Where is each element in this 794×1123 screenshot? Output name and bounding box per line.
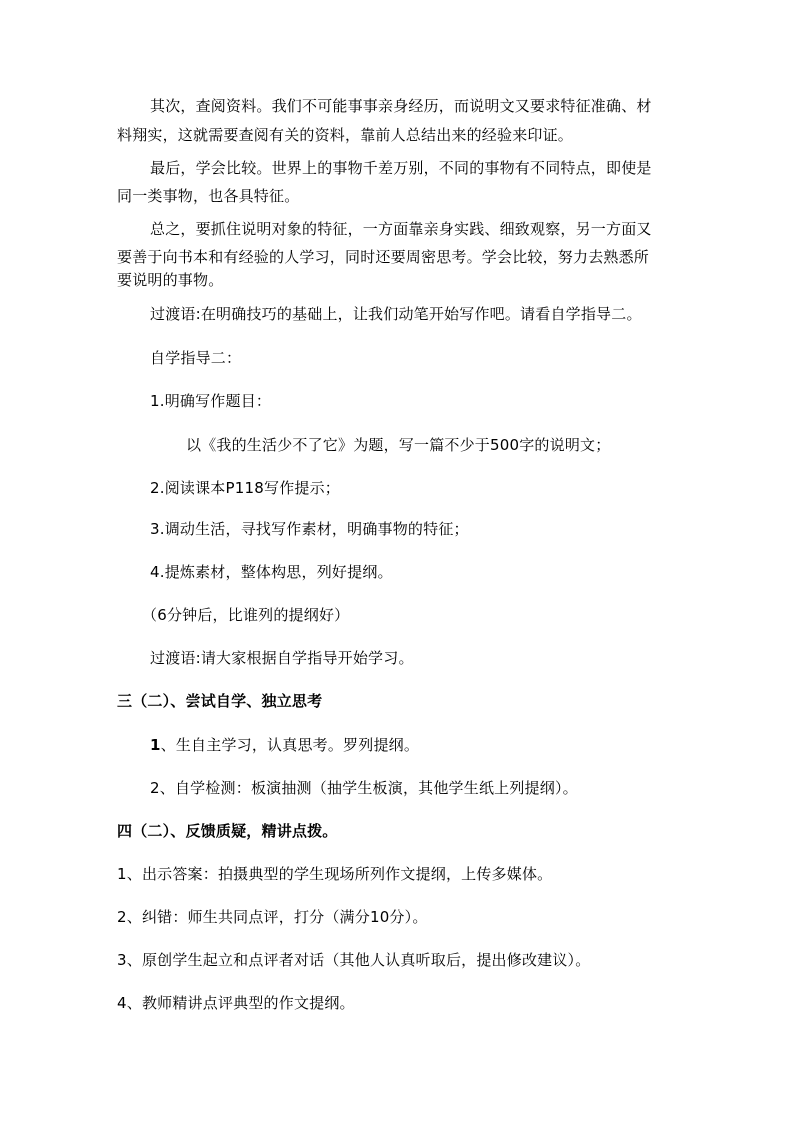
transition-text: 过渡语:请大家根据自学指导开始学习。	[150, 649, 414, 667]
item-number: 1	[150, 736, 161, 754]
section-heading: 三（二）、尝试自学、独立思考	[117, 692, 323, 710]
paragraph-line: 最后，学会比较。世界上的事物千差万别，不同的事物有不同特点，即使是	[150, 159, 652, 177]
guide-item: 2.阅读课本P118写作提示；	[150, 479, 340, 497]
list-item: 2、自学检测：板演抽测（抽学生板演，其他学生纸上列提纲）。	[150, 779, 578, 797]
list-item	[150, 735, 419, 755]
list-item: 1、出示答案：拍摄典型的学生现场所列作文提纲，上传多媒体。	[117, 865, 553, 883]
guide-item: 4.提炼素材，整体构思，列好提纲。	[150, 563, 393, 581]
transition-text: 过渡语:在明确技巧的基础上，让我们动笔开始写作吧。请看自学指导二。	[150, 305, 642, 323]
section-heading: 四（二）、反馈质疑，精讲点拨。	[117, 822, 338, 840]
paragraph-line: 要善于向书本和有经验的人学习，同时还要周密思考。学会比较，努力去熟悉所	[117, 248, 650, 266]
paragraph-line: 同一类事物，也各具特征。	[117, 187, 300, 205]
paragraph-line: 其次，查阅资料。我们不可能事事亲身经历，而说明文又要求特征准确、材	[150, 97, 652, 115]
list-item: 3、原创学生起立和点评者对话（其他人认真听取后，提出修改建议）。	[117, 951, 591, 969]
paragraph-line: 要说明的事物。	[117, 271, 224, 289]
guide-item-detail: 以《我的生活少不了它》为题，写一篇不少于500字的说明文；	[186, 436, 611, 454]
guide-item: 3.调动生活，寻找写作素材，明确事物的特征；	[150, 520, 469, 538]
guide-item: 1.明确写作题目：	[150, 392, 272, 410]
paragraph-line: 料翔实，这就需要查阅有关的资料，靠前人总结出来的经验来印证。	[117, 126, 574, 144]
item-text: 、生自主学习，认真思考。罗列提纲。	[160, 736, 420, 754]
guide-title: 自学指导二：	[150, 349, 242, 367]
list-item: 2、纠错：师生共同点评，打分（满分10分）。	[117, 908, 428, 926]
paragraph-line: 总之，要抓住说明对象的特征，一方面靠亲身实践、细致观察，另一方面又	[150, 220, 652, 238]
list-item: 4、教师精讲点评典型的作文提纲。	[117, 994, 355, 1012]
guide-note: （6分钟后，比谁列的提纲好）	[142, 606, 350, 624]
